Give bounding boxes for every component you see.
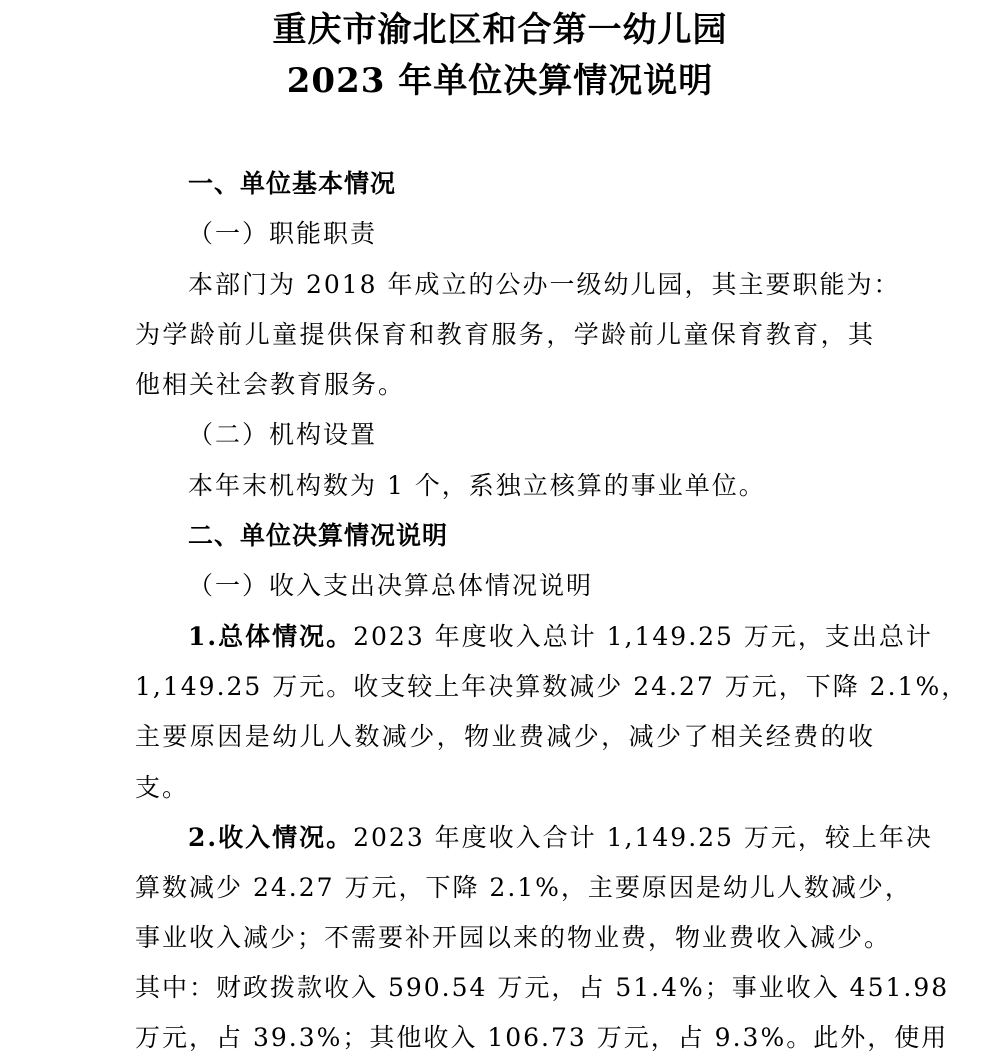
paragraph-line: 为学龄前儿童提供保育和教育服务，学龄前儿童保育教育，其 [135, 320, 875, 349]
paragraph-line: 事业收入减少；不需要补开园以来的物业费，物业费收入减少。 [135, 923, 892, 952]
paragraph-line: 本部门为 2018 年成立的公办一级幼儿园，其主要职能为： [188, 270, 901, 299]
subsection-heading-organization: （二）机构设置 [188, 420, 378, 449]
paragraph-line: 本年末机构数为 1 个，系独立核算的事业单位。 [188, 471, 766, 500]
section-heading-final-accounts: 二、单位决算情况说明 [188, 521, 449, 550]
document-title-line-2: 2023 年单位决算情况说明 [286, 61, 714, 101]
paragraph-line: 他相关社会教育服务。 [135, 370, 406, 399]
paragraph-line: 1,149.25 万元。收支较上年决算数减少 24.27 万元，下降 2.1%， [135, 672, 969, 701]
paragraph-line [188, 617, 933, 653]
subsection-heading-functions: （一）职能职责 [188, 219, 378, 248]
paragraph-line: 支。 [135, 773, 190, 802]
paragraph-lead-overall: 1.总体情况。 [188, 622, 354, 651]
paragraph-line: 算数减少 24.27 万元，下降 2.1%，主要原因是幼儿人数减少， [135, 873, 912, 902]
subsection-heading-income-expense: （一）收入支出决算总体情况说明 [188, 571, 594, 600]
paragraph-line [188, 818, 933, 854]
paragraph-text: 2023 年度收入总计 1,149.25 万元，支出总计 [353, 622, 933, 651]
paragraph-text: 2023 年度收入合计 1,149.25 万元，较上年决 [353, 823, 933, 852]
document-title-line-1: 重庆市渝北区和合第一幼儿园 [272, 10, 728, 50]
paragraph-lead-income: 2.收入情况。 [188, 823, 354, 852]
paragraph-line: 万元，占 39.3%；其他收入 106.73 万元，占 9.3%。此外，使用 [135, 1023, 949, 1052]
paragraph-line: 其中：财政拨款收入 590.54 万元，占 51.4%；事业收入 451.98 [135, 973, 950, 1002]
section-heading-basic-info: 一、单位基本情况 [188, 169, 397, 198]
paragraph-line: 主要原因是幼儿人数减少，物业费减少，减少了相关经费的收 [135, 722, 875, 751]
